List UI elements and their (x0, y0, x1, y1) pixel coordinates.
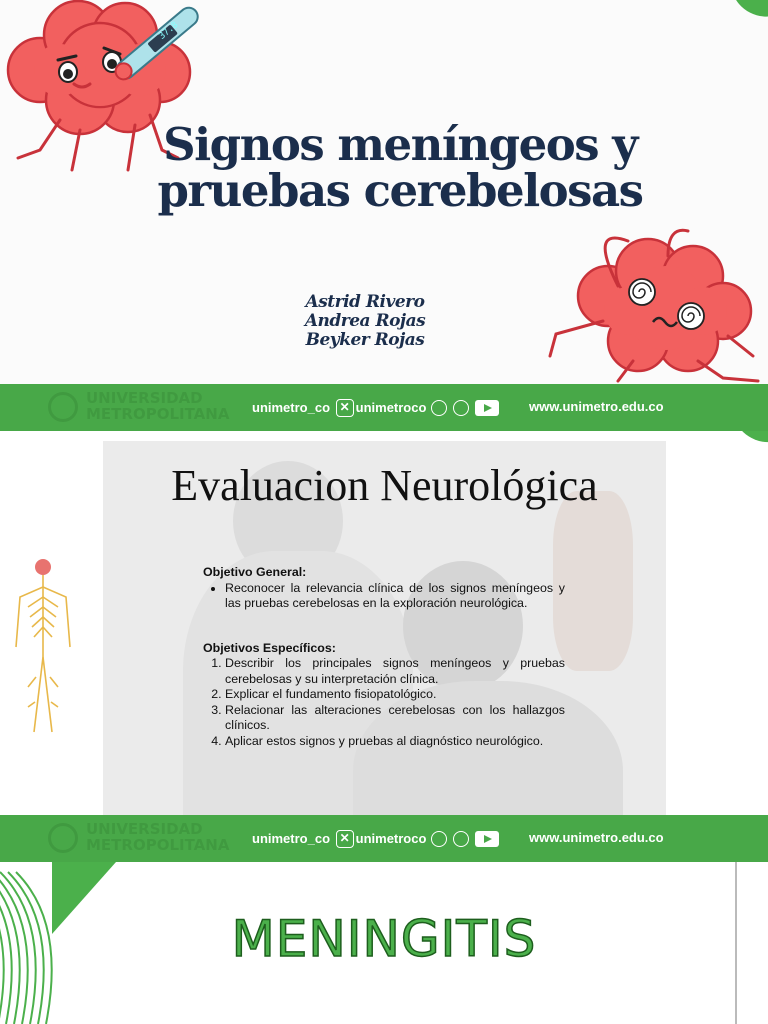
author-name: Andrea Rojas (304, 311, 426, 331)
social-handle[interactable]: unimetroco (355, 831, 427, 846)
website-link[interactable]: www.unimetro.edu.co (529, 830, 664, 845)
authors-list (290, 293, 440, 350)
corner-leaf-decoration (735, 431, 768, 454)
social-handles (252, 830, 499, 848)
facebook-icon[interactable] (453, 400, 469, 416)
university-logo-watermark (48, 390, 248, 426)
facebook-icon[interactable] (453, 831, 469, 847)
social-handle[interactable]: unimetro_co (252, 831, 331, 846)
youtube-icon[interactable] (475, 831, 499, 847)
footer-band (0, 815, 768, 862)
list-item: 1. Describir los principales signos meníngeos y pruebas cerebelosas y su interpretación clínica. (225, 656, 565, 687)
dizzy-brain-illustration (548, 226, 768, 384)
specific-objectives-list (203, 656, 565, 749)
university-seal-icon (48, 392, 78, 422)
instagram-icon[interactable] (431, 400, 447, 416)
cover-slide (0, 0, 768, 384)
social-handle[interactable]: unimetroco (355, 400, 427, 415)
social-handles (252, 399, 499, 417)
university-name: UNIVERSIDAD METROPOLITANA (86, 389, 230, 423)
list-item: 4. Aplicar estos signos y pruebas al diagnóstico neurológico. (225, 734, 565, 750)
footer-band (0, 384, 768, 431)
instagram-icon[interactable] (431, 831, 447, 847)
university-seal-icon (48, 823, 78, 853)
nervous-system-illustration (8, 557, 78, 737)
meningitis-slide (0, 862, 768, 1024)
x-icon[interactable]: ✕ (336, 830, 354, 848)
list-item: • Reconocer la relevancia clínica de los signos meníngeos y las pruebas cerebelosas en la exploración neurológica. (225, 581, 565, 612)
general-objective-list (203, 581, 565, 612)
social-handle[interactable]: unimetro_co (252, 400, 331, 415)
university-name: UNIVERSIDAD METROPOLITANA (86, 820, 230, 854)
specific-objectives-heading: Objetivos Específicos: (203, 640, 336, 655)
youtube-icon[interactable] (475, 400, 499, 416)
thermometer-reading: 37.8 (157, 20, 181, 42)
objectives-slide (0, 431, 768, 816)
list-item: 2. Explicar el fundamento fisiopatológico. (225, 687, 565, 703)
slide-title: Evaluacion Neurológica (171, 461, 598, 510)
general-objective-heading: Objetivo General: (203, 565, 307, 579)
x-icon[interactable]: ✕ (336, 399, 354, 417)
corner-leaf-decoration (732, 0, 768, 26)
list-item: 3. Relacionar las alteraciones cerebelosas con los hallazgos clínicos. (225, 703, 565, 734)
anatomy-poster (553, 491, 633, 671)
slide-title: MENINGITIS (231, 910, 537, 968)
website-link[interactable]: www.unimetro.edu.co (529, 399, 664, 414)
cover-title: Signos meníngeos y pruebas cerebelosas (157, 118, 643, 217)
objectives-text (203, 565, 565, 749)
university-logo-watermark (48, 821, 248, 857)
objectives-card (103, 441, 666, 816)
author-name: Beyker Rojas (305, 330, 425, 350)
author-name: Astrid Rivero (305, 292, 425, 312)
